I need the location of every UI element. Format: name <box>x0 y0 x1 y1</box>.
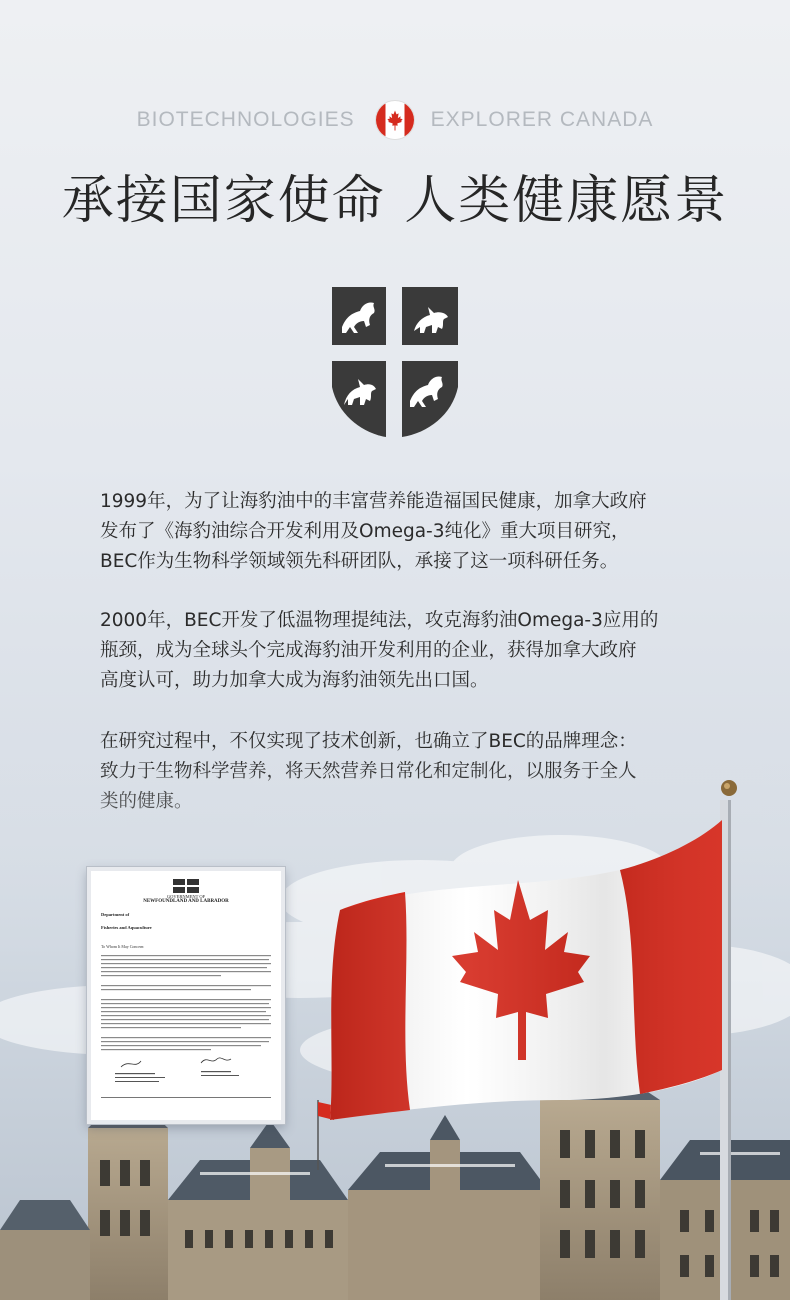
paragraph-line: 高度认可，助力加拿大成为海豹油领先出口国。 <box>100 670 489 691</box>
coat-of-arms-emblem <box>332 287 458 439</box>
paragraph-line: 发布了《海豹油综合开发利用及Omega-3纯化》重大项目研究， <box>100 521 630 542</box>
canada-flag-icon <box>375 100 415 140</box>
paragraph-line: 在研究过程中，不仅实现了技术创新，也确立了BEC的品牌理念： <box>100 731 637 752</box>
government-certificate <box>87 867 285 1124</box>
certificate-crest-icon <box>173 879 199 893</box>
certificate-body-text <box>101 955 273 1105</box>
paragraph-line: 瓶颈，成为全球头个完成海豹油开发利用的企业，获得加拿大政府 <box>100 640 637 661</box>
certificate-department: Department of <box>101 912 130 917</box>
brand-right-text: EXPLORER CANADA <box>430 108 654 131</box>
paragraph-history-2000 <box>100 606 700 696</box>
page-headline: 承接国家使命 人类健康愿景 <box>61 171 729 231</box>
paragraph-history-1999 <box>100 487 700 577</box>
certificate-title-2: NEWFOUNDLAND AND LABRADOR <box>143 899 229 904</box>
brand-left-text: BIOTECHNOLOGIES <box>136 108 355 131</box>
certificate-greeting: To Whom It May Concern: <box>101 944 145 949</box>
paragraph-line: 2000年，BEC开发了低温物理提纯法，攻克海豹油Omega-3应用的 <box>100 610 659 631</box>
certificate-department-2: Fisheries and Aquaculture <box>101 925 152 930</box>
brand-row <box>0 100 790 140</box>
paragraph-line: 1999年，为了让海豹油中的丰富营养能造福国民健康，加拿大政府 <box>100 491 647 512</box>
certificate-title: GOVERNMENT OF <box>166 894 206 899</box>
paragraph-line: BEC作为生物科学领域领先科研团队，承接了这一项科研任务。 <box>100 551 619 572</box>
